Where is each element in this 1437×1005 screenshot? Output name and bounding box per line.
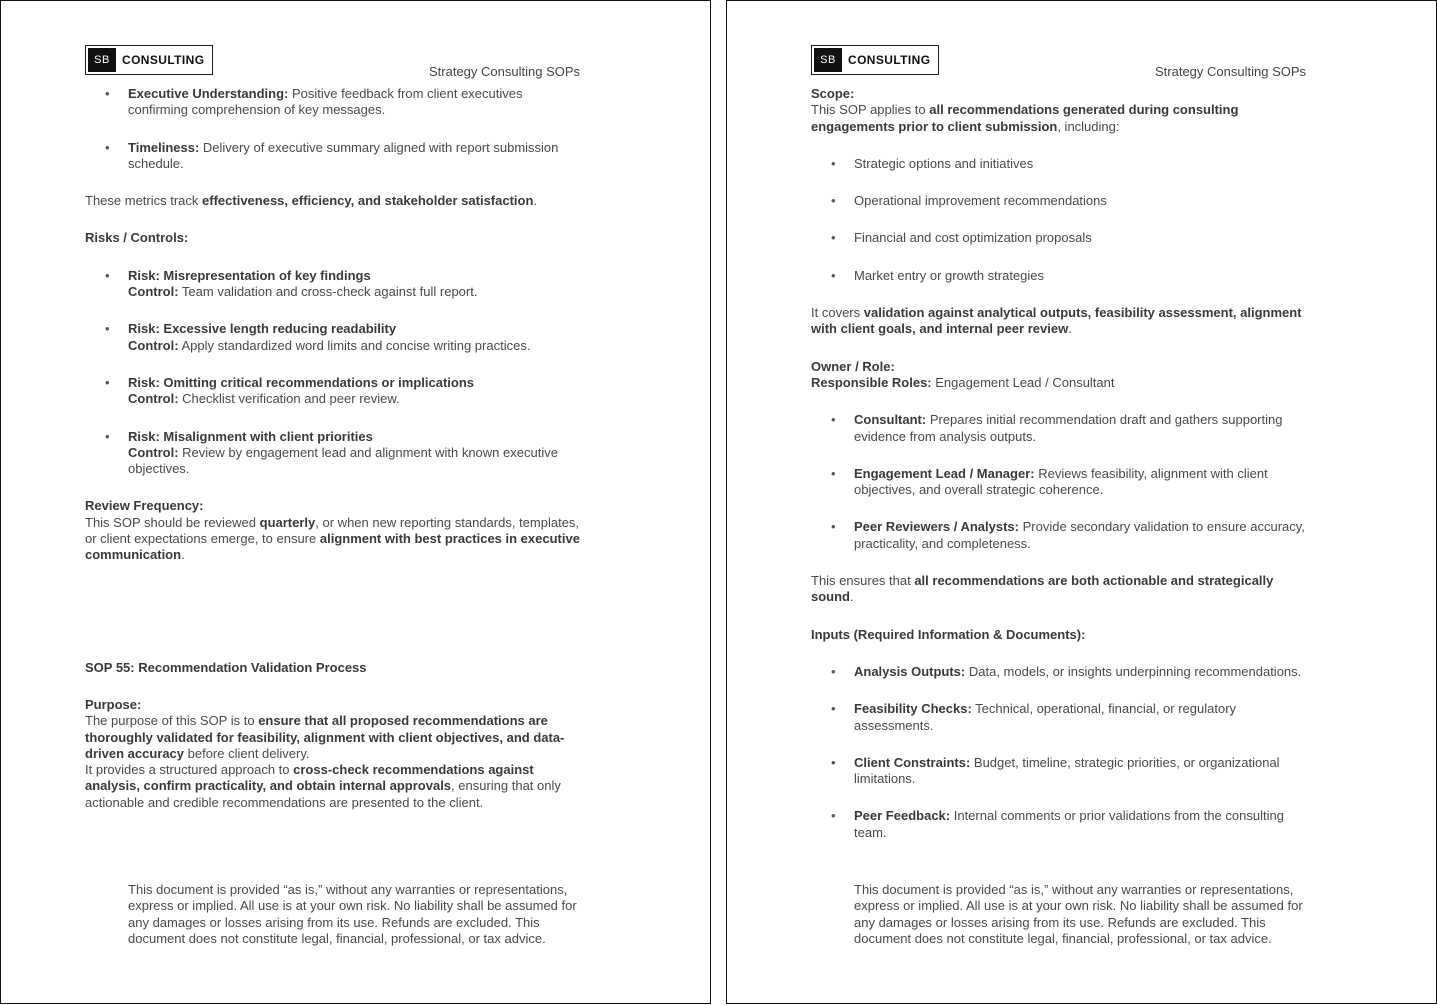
bold-text: effectiveness, efficiency, and stakeholder satisfaction — [202, 193, 534, 209]
text: This SOP should be reviewed — [85, 514, 260, 530]
role-label: Consultant: — [854, 412, 927, 428]
metric-label: Timeliness: — [128, 139, 200, 155]
risk-text: Risk: Misalignment with client priorities — [128, 428, 373, 444]
purpose-paragraph-2 — [85, 762, 585, 811]
scope-list — [811, 156, 1311, 284]
risks-list — [85, 268, 585, 478]
bold-text: cross-check recommendations against analysis, confirm practicality, and obtain internal approvals — [85, 762, 534, 794]
role-text: Prepares initial recommendation draft and gathers supporting evidence from analysis outputs. — [854, 412, 1283, 444]
bold-text: all recommendations generated during consulting engagements prior to client submission — [811, 102, 1239, 134]
section-heading-review — [85, 498, 585, 514]
list-item — [811, 808, 1311, 841]
control-label: Control: — [128, 444, 179, 460]
roles-list — [811, 412, 1311, 552]
text: , ensuring that only actionable and credible recommendations are presented to the client. — [85, 778, 561, 810]
list-item — [811, 519, 1311, 552]
list-item — [811, 701, 1311, 734]
list-item — [85, 86, 585, 119]
text: . — [533, 193, 538, 209]
bold-text: alignment with best practices in executive communication — [85, 531, 580, 563]
text: It provides a structured approach to — [85, 762, 294, 778]
document-page-2 — [726, 0, 1437, 1004]
bold-text: Responsible Roles: — [811, 374, 932, 390]
bold-text: ensure that all proposed recommendations are thoroughly validated for feasibility, alignment with client objectives, and data-driven accuracy — [85, 713, 565, 761]
control-text: Review by engagement lead and alignment with known executive objectives. — [128, 444, 558, 477]
section-heading-purpose — [85, 697, 585, 713]
page-2-content — [811, 86, 1311, 841]
list-item — [811, 755, 1311, 788]
input-label: Analysis Outputs: — [854, 663, 966, 679]
company-logo — [85, 45, 213, 75]
ensures-paragraph — [811, 573, 1311, 606]
list-item — [811, 664, 1311, 680]
logo-wordmark: CONSULTING — [848, 53, 931, 67]
logo-wordmark: CONSULTING — [122, 53, 205, 67]
metrics-summary — [85, 193, 585, 209]
input-text: Internal comments or prior validations from the consulting team. — [854, 808, 1284, 840]
role-label: Engagement Lead / Manager: — [854, 465, 1035, 481]
text: . — [850, 589, 854, 605]
list-item — [85, 375, 585, 408]
risk-text: Risk: Omitting critical recommendations or implications — [128, 374, 475, 390]
metrics-list — [85, 86, 585, 172]
disclaimer: This document is provided “as is,” without any warranties or representations, express or implied. All use is at your own risk. No liability shall be assumed for any damages or losses arising from its use. Refunds are excluded. This document does not constitute legal, financial, professional, or tax advice. — [128, 882, 577, 946]
heading-text: SOP 55: Recommendation Validation Process — [85, 659, 367, 675]
bold-text: all recommendations are both actionable and strategically sound — [811, 573, 1274, 605]
covers-paragraph — [811, 305, 1311, 338]
list-item — [85, 429, 585, 478]
input-label: Feasibility Checks: — [854, 701, 972, 717]
review-paragraph — [85, 515, 585, 564]
control-text: Checklist verification and peer review. — [178, 391, 400, 407]
list-item — [85, 268, 585, 301]
list-item: • Operational improvement recommendations — [811, 193, 1311, 209]
control-label: Control: — [128, 391, 179, 407]
list-item — [811, 412, 1311, 445]
text: It covers — [811, 305, 864, 321]
control-text: Team validation and cross-check against full report. — [178, 284, 478, 300]
input-text: Technical, operational, financial, or regulatory assessments. — [854, 701, 1237, 733]
control-label: Control: — [128, 284, 179, 300]
metric-text: Delivery of executive summary aligned with report submission schedule. — [128, 139, 559, 171]
document-page-1 — [0, 0, 711, 1004]
control-label: Control: — [128, 337, 179, 353]
document-header-title: Strategy Consulting SOPs — [429, 64, 581, 79]
section-heading-inputs — [811, 627, 1311, 643]
role-text: Reviews feasibility, alignment with client objectives, and overall strategic coherence. — [854, 465, 1268, 498]
list-item: • Financial and cost optimization proposals — [811, 230, 1311, 246]
section-heading-risks — [85, 230, 585, 246]
spacer — [811, 734, 1311, 755]
disclaimer: This document is provided “as is,” without any warranties or representations, express or implied. All use is at your own risk. No liability shall be assumed for any damages or losses arising from its use. Refunds are excluded. This document does not constitute legal, financial, professional, or tax advice. — [854, 882, 1303, 946]
spacer — [811, 247, 1311, 268]
metric-label: Executive Understanding: — [128, 86, 289, 101]
text: . — [181, 547, 185, 563]
text: These metrics track — [85, 193, 203, 209]
document-header-title: Strategy Consulting SOPs — [1155, 64, 1307, 79]
list-item: • Market entry or growth strategies — [811, 268, 1311, 284]
heading-text: Scope: — [811, 86, 855, 101]
spacer — [85, 300, 585, 321]
scope-paragraph — [811, 102, 1311, 135]
heading-text: Risks / Controls: — [85, 230, 189, 246]
risk-text: Risk: Excessive length reducing readability — [128, 321, 397, 337]
input-label: Client Constraints: — [854, 754, 971, 770]
spacer — [811, 787, 1311, 808]
text: This SOP applies to — [811, 102, 930, 118]
spacer — [85, 119, 585, 140]
role-label: Peer Reviewers / Analysts: — [854, 519, 1019, 535]
input-text: Budget, timeline, strategic priorities, or organizational limitations. — [854, 754, 1280, 787]
spacer — [811, 445, 1311, 466]
heading-text: Purpose: — [85, 696, 142, 712]
spacer — [811, 498, 1311, 519]
control-text: Apply standardized word limits and concise writing practices. — [178, 337, 531, 353]
text: , including: — [1057, 118, 1120, 134]
list-item — [85, 321, 585, 354]
company-logo — [811, 45, 939, 75]
text: , or when new reporting standards, templates, or client expectations emerge, to ensure — [85, 514, 580, 547]
heading-text: Inputs (Required Information & Documents): — [811, 626, 1086, 642]
role-text: Provide secondary validation to ensure accuracy, practicality, and completeness. — [854, 519, 1305, 551]
section-heading-owner — [811, 359, 1311, 375]
bold-text: validation against analytical outputs, feasibility assessment, alignment with client goals, and internal peer review — [811, 305, 1302, 337]
list-item — [85, 140, 585, 173]
text: This ensures that — [811, 573, 915, 589]
purpose-paragraph-1 — [85, 713, 585, 762]
spacer — [85, 408, 585, 429]
heading-text: Owner / Role: — [811, 358, 895, 374]
list-item — [811, 466, 1311, 499]
text: before client delivery. — [184, 745, 310, 761]
text: . — [1068, 321, 1072, 337]
input-label: Peer Feedback: — [854, 808, 951, 824]
input-text: Data, models, or insights underpinning recommendations. — [965, 663, 1302, 679]
text: The purpose of this SOP is to — [85, 713, 259, 729]
responsible-roles — [811, 375, 1311, 391]
list-item: • Strategic options and initiatives — [811, 156, 1311, 172]
section-heading-scope — [811, 86, 1311, 102]
spacer — [811, 680, 1311, 701]
risk-text: Risk: Misrepresentation of key findings — [128, 267, 371, 283]
spacer — [811, 172, 1311, 193]
sop-title — [85, 660, 585, 676]
bold-text: quarterly — [259, 514, 316, 530]
spacer — [811, 209, 1311, 230]
page-1-content — [85, 86, 585, 811]
heading-text: Review Frequency: — [85, 498, 204, 514]
metric-text: Positive feedback from client executives confirming comprehension of key messages. — [128, 86, 523, 118]
spacer — [85, 354, 585, 375]
logo-mark: SB — [814, 48, 842, 72]
logo-mark: SB — [88, 48, 116, 72]
inputs-list — [811, 664, 1311, 841]
text: Engagement Lead / Consultant — [931, 374, 1115, 390]
